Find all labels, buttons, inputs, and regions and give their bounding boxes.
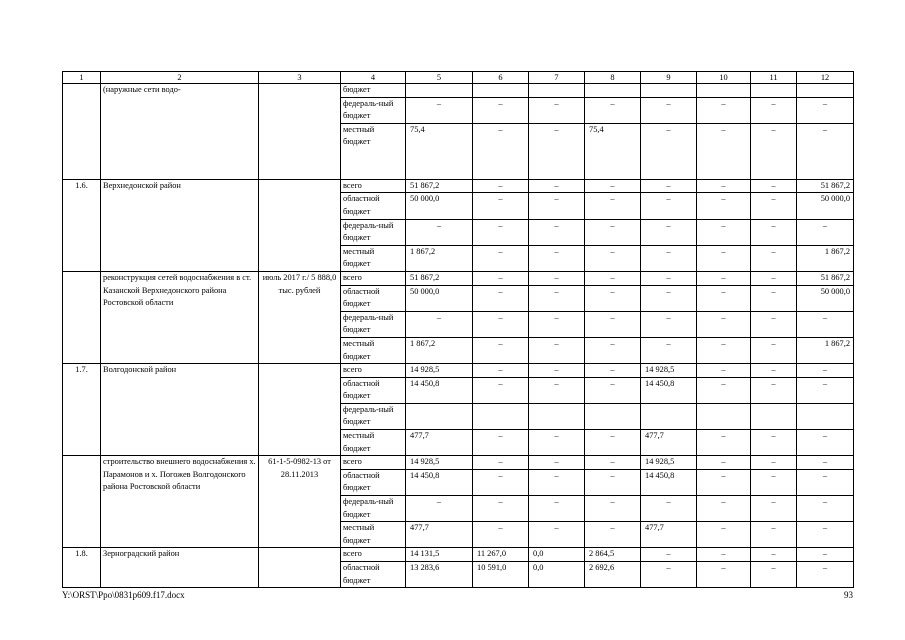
amount-cell: – (697, 285, 751, 311)
amount-cell (797, 84, 854, 98)
item-number (63, 271, 101, 363)
amount-cell: – (473, 337, 529, 363)
amount-cell: 14 928,5 (406, 364, 473, 378)
amount-cell: – (751, 97, 797, 123)
amount-cell: – (473, 179, 529, 193)
amount-cell: – (529, 97, 585, 123)
amount-cell: – (751, 179, 797, 193)
amount-cell: – (473, 364, 529, 378)
item-details (259, 84, 341, 180)
amount-cell: – (406, 311, 473, 337)
column-number: 8 (585, 72, 641, 84)
amount-cell (406, 84, 473, 98)
amount-cell: – (529, 271, 585, 285)
amount-cell: – (585, 522, 641, 548)
amount-cell: – (697, 97, 751, 123)
amount-cell: – (529, 522, 585, 548)
amount-cell: 50 000,0 (797, 193, 854, 219)
funding-source: федераль-ный бюджет (341, 403, 406, 429)
amount-cell: – (529, 469, 585, 495)
amount-cell: – (697, 193, 751, 219)
amount-cell: – (473, 123, 529, 179)
amount-cell: – (641, 548, 697, 562)
amount-cell: – (751, 430, 797, 456)
item-number: 1.7. (63, 364, 101, 456)
column-number-row (63, 72, 854, 84)
amount-cell (585, 84, 641, 98)
amount-cell: – (751, 522, 797, 548)
amount-cell: 75,4 (406, 123, 473, 179)
amount-cell: – (641, 562, 697, 588)
amount-cell: – (585, 377, 641, 403)
amount-cell: – (697, 179, 751, 193)
funding-source: областной бюджет (341, 469, 406, 495)
amount-cell: – (751, 219, 797, 245)
amount-cell: 477,7 (406, 430, 473, 456)
amount-cell: – (585, 311, 641, 337)
amount-cell: – (473, 430, 529, 456)
amount-cell: – (585, 193, 641, 219)
amount-cell (641, 84, 697, 98)
amount-cell: – (473, 456, 529, 470)
item-number (63, 84, 101, 180)
amount-cell: – (641, 123, 697, 179)
amount-cell: – (751, 548, 797, 562)
item-details (259, 364, 341, 456)
amount-cell: 51 867,2 (797, 271, 854, 285)
amount-cell: – (406, 219, 473, 245)
amount-cell: – (473, 271, 529, 285)
amount-cell (406, 403, 473, 429)
column-number: 6 (473, 72, 529, 84)
column-number: 7 (529, 72, 585, 84)
column-number: 2 (101, 72, 259, 84)
amount-cell: – (641, 97, 697, 123)
amount-cell: 1 867,2 (797, 337, 854, 363)
amount-cell: – (697, 456, 751, 470)
amount-cell: – (641, 271, 697, 285)
amount-cell: – (585, 97, 641, 123)
item-description: реконструкция сетей водоснабжения в ст. Казанской Верхнедонского района Ростовской области (101, 271, 259, 363)
file-path: Y:\ORST\Ppo\0831p609.f17.docx (62, 590, 185, 600)
amount-cell: – (697, 337, 751, 363)
amount-cell: – (585, 364, 641, 378)
amount-cell: – (529, 311, 585, 337)
amount-cell: – (697, 311, 751, 337)
amount-cell: – (585, 245, 641, 271)
funding-source: всего (341, 179, 406, 193)
amount-cell: – (751, 364, 797, 378)
amount-cell: – (797, 562, 854, 588)
amount-cell: 50 000,0 (797, 285, 854, 311)
funding-source: всего (341, 456, 406, 470)
item-description: строительство внешнего водоснабжения х. Парамонов и х. Погожев Волгодонского района Ростовской области (101, 456, 259, 548)
amount-cell: 51 867,2 (406, 179, 473, 193)
amount-cell: – (751, 285, 797, 311)
column-number: 12 (797, 72, 854, 84)
amount-cell: – (797, 496, 854, 522)
funding-source: местный бюджет (341, 337, 406, 363)
amount-cell (697, 403, 751, 429)
amount-cell (529, 84, 585, 98)
amount-cell: – (641, 337, 697, 363)
amount-cell: – (585, 179, 641, 193)
amount-cell: – (751, 193, 797, 219)
item-details (259, 179, 341, 271)
amount-cell: – (641, 285, 697, 311)
funding-source: федераль-ный бюджет (341, 496, 406, 522)
amount-cell (473, 403, 529, 429)
amount-cell: – (797, 430, 854, 456)
amount-cell: – (529, 219, 585, 245)
amount-cell: 0,0 (529, 562, 585, 588)
column-number: 9 (641, 72, 697, 84)
amount-cell: – (529, 337, 585, 363)
amount-cell: – (529, 245, 585, 271)
amount-cell: – (585, 271, 641, 285)
amount-cell: – (585, 337, 641, 363)
funding-source: областной бюджет (341, 193, 406, 219)
column-number: 5 (406, 72, 473, 84)
amount-cell: – (797, 97, 854, 123)
funding-source: местный бюджет (341, 123, 406, 179)
amount-cell: – (751, 469, 797, 495)
amount-cell: – (529, 285, 585, 311)
table-row (63, 548, 854, 562)
amount-cell: 477,7 (641, 522, 697, 548)
amount-cell: – (641, 219, 697, 245)
funding-source: федераль-ный бюджет (341, 219, 406, 245)
amount-cell: 51 867,2 (797, 179, 854, 193)
amount-cell: – (797, 377, 854, 403)
amount-cell: 2 692,6 (585, 562, 641, 588)
amount-cell: – (751, 337, 797, 363)
item-details: 61-1-5-0982-13 от 28.11.2013 (259, 456, 341, 548)
amount-cell: 1 867,2 (797, 245, 854, 271)
amount-cell: – (797, 522, 854, 548)
amount-cell: – (585, 219, 641, 245)
funding-source: всего (341, 548, 406, 562)
amount-cell: 14 928,5 (406, 456, 473, 470)
funding-source: местный бюджет (341, 245, 406, 271)
amount-cell: – (585, 496, 641, 522)
amount-cell: – (473, 97, 529, 123)
amount-cell (751, 84, 797, 98)
item-description: Зерноградский район (101, 548, 259, 588)
funding-source: местный бюджет (341, 522, 406, 548)
table-row (63, 271, 854, 285)
amount-cell: – (697, 219, 751, 245)
amount-cell: – (797, 364, 854, 378)
amount-cell: – (751, 245, 797, 271)
amount-cell: – (406, 97, 473, 123)
amount-cell (529, 403, 585, 429)
amount-cell: 75,4 (585, 123, 641, 179)
amount-cell: – (751, 271, 797, 285)
item-description: (наружные сети водо- (101, 84, 259, 180)
amount-cell: – (473, 496, 529, 522)
amount-cell: – (529, 430, 585, 456)
item-description: Волгодонской район (101, 364, 259, 456)
amount-cell: – (406, 496, 473, 522)
amount-cell: 14 450,8 (641, 469, 697, 495)
column-number: 4 (341, 72, 406, 84)
amount-cell: 1 867,2 (406, 245, 473, 271)
amount-cell: – (529, 364, 585, 378)
amount-cell: 0,0 (529, 548, 585, 562)
item-details (259, 548, 341, 588)
funding-source: областной бюджет (341, 377, 406, 403)
funding-source: федераль-ный бюджет (341, 311, 406, 337)
amount-cell: – (697, 562, 751, 588)
item-number: 1.6. (63, 179, 101, 271)
amount-cell: – (751, 377, 797, 403)
table-row (63, 364, 854, 378)
amount-cell: – (473, 285, 529, 311)
amount-cell: – (641, 311, 697, 337)
amount-cell: – (697, 469, 751, 495)
funding-source: областной бюджет (341, 562, 406, 588)
column-number: 1 (63, 72, 101, 84)
amount-cell: 1 867,2 (406, 337, 473, 363)
amount-cell: 14 928,5 (641, 364, 697, 378)
amount-cell: – (797, 311, 854, 337)
amount-cell (751, 403, 797, 429)
amount-cell: – (585, 456, 641, 470)
amount-cell: – (473, 193, 529, 219)
amount-cell (697, 84, 751, 98)
amount-cell: 50 000,0 (406, 285, 473, 311)
amount-cell: – (797, 469, 854, 495)
amount-cell: – (697, 364, 751, 378)
amount-cell: 14 928,5 (641, 456, 697, 470)
amount-cell: – (529, 123, 585, 179)
page-number: 93 (844, 590, 853, 600)
amount-cell (797, 403, 854, 429)
amount-cell: – (697, 245, 751, 271)
amount-cell: – (697, 430, 751, 456)
amount-cell: – (797, 456, 854, 470)
amount-cell: – (529, 377, 585, 403)
funding-source: местный бюджет (341, 430, 406, 456)
amount-cell: – (751, 311, 797, 337)
amount-cell: 2 864,5 (585, 548, 641, 562)
funding-source: всего (341, 364, 406, 378)
amount-cell: – (529, 179, 585, 193)
amount-cell: – (585, 430, 641, 456)
amount-cell: – (641, 245, 697, 271)
amount-cell: – (697, 548, 751, 562)
amount-cell: 11 267,0 (473, 548, 529, 562)
amount-cell: – (473, 245, 529, 271)
funding-source: федераль-ный бюджет (341, 97, 406, 123)
item-details: июль 2017 г./ 5 888,0 тыс. рублей (259, 271, 341, 363)
amount-cell: – (473, 219, 529, 245)
amount-cell (641, 403, 697, 429)
amount-cell: – (697, 123, 751, 179)
amount-cell: 50 000,0 (406, 193, 473, 219)
amount-cell (473, 84, 529, 98)
table-row (63, 456, 854, 470)
amount-cell: – (529, 496, 585, 522)
amount-cell: – (585, 469, 641, 495)
amount-cell: 51 867,2 (406, 271, 473, 285)
amount-cell: 13 283,6 (406, 562, 473, 588)
amount-cell: – (585, 285, 641, 311)
column-number: 10 (697, 72, 751, 84)
amount-cell: – (751, 496, 797, 522)
amount-cell: 14 131,5 (406, 548, 473, 562)
table-row (63, 84, 854, 98)
amount-cell: 477,7 (641, 430, 697, 456)
amount-cell: – (797, 123, 854, 179)
column-number: 11 (751, 72, 797, 84)
amount-cell: 14 450,8 (406, 469, 473, 495)
amount-cell: – (697, 271, 751, 285)
amount-cell: – (641, 193, 697, 219)
item-number (63, 456, 101, 548)
table-row (63, 179, 854, 193)
amount-cell: – (751, 123, 797, 179)
amount-cell: – (529, 193, 585, 219)
funding-source: бюджет (341, 84, 406, 98)
amount-cell: – (641, 496, 697, 522)
amount-cell: – (751, 456, 797, 470)
funding-source: областной бюджет (341, 285, 406, 311)
amount-cell: – (697, 496, 751, 522)
amount-cell: – (473, 469, 529, 495)
funding-source: всего (341, 271, 406, 285)
amount-cell: 477,7 (406, 522, 473, 548)
amount-cell: 14 450,8 (406, 377, 473, 403)
amount-cell: 14 450,8 (641, 377, 697, 403)
item-description: Верхнедонской район (101, 179, 259, 271)
amount-cell: – (797, 219, 854, 245)
amount-cell: – (797, 548, 854, 562)
budget-table (62, 71, 854, 588)
amount-cell: – (697, 522, 751, 548)
amount-cell: – (473, 377, 529, 403)
amount-cell: – (473, 311, 529, 337)
amount-cell (585, 403, 641, 429)
amount-cell: – (473, 522, 529, 548)
amount-cell: – (751, 562, 797, 588)
item-number: 1.8. (63, 548, 101, 588)
amount-cell: – (641, 179, 697, 193)
amount-cell: 10 591,0 (473, 562, 529, 588)
amount-cell: – (529, 456, 585, 470)
amount-cell: – (697, 377, 751, 403)
column-number: 3 (259, 72, 341, 84)
